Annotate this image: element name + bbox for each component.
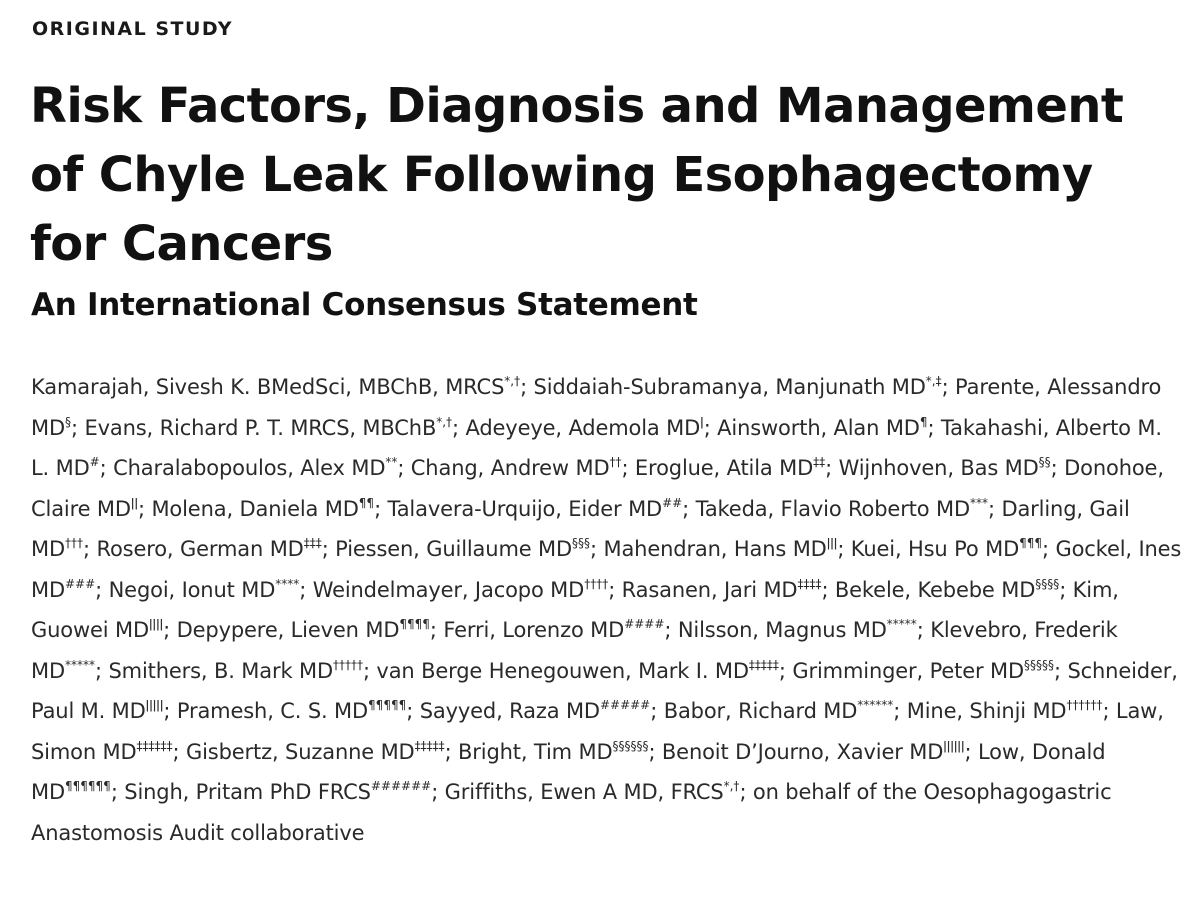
affiliation-marker: ¶¶¶¶¶: [368, 698, 407, 712]
affiliation-marker: ¶¶: [358, 495, 375, 510]
affiliation-marker: ‡‡‡: [303, 536, 322, 550]
author: Wijnhoven, Bas MD§§;: [838, 455, 1065, 480]
author: Bright, Tim MD§§§§§§;: [458, 738, 662, 764]
author: Siddaiah-Subramanya, Manjunath MD*,‡;: [533, 374, 956, 399]
affiliation-marker: ‡‡‡‡: [797, 576, 822, 591]
affiliation-marker: ǀǀǀ: [826, 536, 838, 550]
affiliation-marker: §§§: [572, 536, 591, 550]
affiliation-marker: ††††: [584, 576, 609, 591]
affiliation-marker: ǀǀǀǀǀǀ: [943, 738, 965, 753]
affiliation-marker: ¶¶¶: [1019, 536, 1043, 550]
affiliation-marker: §§§§§§: [612, 738, 649, 753]
author: Rosero, German MD‡‡‡;: [96, 536, 336, 561]
author: Talavera-Urquijo, Eider MD##;: [387, 495, 696, 521]
affiliation-marker: ‡‡: [813, 455, 826, 469]
affiliation-marker: ‡‡‡‡‡‡: [136, 738, 173, 753]
author: Law, Simon MD‡‡‡‡‡‡;: [31, 699, 1164, 764]
affiliation-marker: ******: [857, 698, 894, 712]
collaborative-statement: on behalf of the Oesophagogastric Anastomosis Audit collaborative: [31, 780, 1112, 845]
affiliation-marker: §: [65, 414, 71, 429]
author: Donohoe, Claire $MD^{ǀǀ}$;: [31, 456, 1164, 521]
author-list: [31, 367, 1183, 853]
affiliation-marker: §§§§: [1035, 576, 1060, 591]
author: Takeda, Flavio Roberto MD***;: [695, 495, 1002, 521]
affiliation-marker: **: [385, 455, 398, 469]
author: Babor, Richard MD******;: [663, 698, 907, 723]
affiliation-marker: ‡‡‡‡‡: [748, 657, 779, 672]
affiliation-marker: ‡‡‡‡‡: [414, 738, 445, 753]
affiliation-marker: §§: [1038, 455, 1051, 469]
affiliation-marker: *,†: [436, 414, 453, 429]
affiliation-marker: *****: [65, 657, 95, 672]
author: Negoi, Ionut MD****;: [108, 576, 313, 602]
affiliation-marker: ǀ: [700, 414, 704, 429]
author: Bekele, Kebebe MD§§§§;: [834, 576, 1073, 602]
section-label: ORIGINAL STUDY: [32, 18, 234, 40]
author: Depypere, Lieven MD¶¶¶¶;: [176, 617, 444, 642]
affiliation-marker: *,‡: [925, 374, 942, 388]
author: Piessen, Guillaume MD§§§;: [335, 536, 604, 561]
author: Sayyed, Raza MD#####;: [419, 698, 664, 723]
affiliation-marker: ####: [624, 617, 665, 631]
author: Kamarajah, Sivesh K. BMedSci, MBChB, MRCS*,†;: [31, 374, 534, 399]
affiliation-marker: ††: [609, 455, 622, 469]
author: Adeyeye, Ademola $MD^ǀ$;: [465, 414, 718, 440]
affiliation-marker: *,†: [723, 779, 740, 793]
author: Ainsworth, Alan MD¶;: [717, 414, 941, 440]
affiliation-marker: #: [89, 455, 100, 469]
author: van Berge Henegouwen, Mark I. MD‡‡‡‡‡;: [376, 657, 793, 683]
author: Mine, Shinji MD††††††;: [906, 698, 1116, 723]
author: Pramesh, C. S. MD¶¶¶¶¶;: [176, 698, 420, 723]
affiliation-marker: ######: [370, 779, 432, 793]
affiliation-marker: ¶: [919, 414, 928, 429]
author: Gockel, Ines MD###;: [31, 537, 1182, 602]
affiliation-marker: ###: [65, 576, 96, 591]
author: Parente, Alessandro MD§;: [31, 375, 1162, 440]
author: Ferri, Lorenzo MD####;: [443, 617, 678, 642]
author: Klevebro, Frederik MD*****;: [31, 618, 1118, 683]
author: Darling, Gail MD†††;: [31, 496, 1130, 561]
author: Grimminger, Peter MD§§§§§;: [792, 657, 1068, 683]
affiliation-marker: #####: [599, 698, 651, 712]
author: Smithers, B. Mark MD†††††;: [108, 657, 377, 683]
affiliation-marker: ǀǀ: [130, 495, 138, 510]
affiliation-marker: ***: [969, 495, 988, 510]
affiliation-marker: ****: [275, 576, 300, 591]
affiliation-marker: §§§§§: [1023, 657, 1054, 672]
affiliation-marker: ††††††: [1066, 698, 1103, 712]
author: Griffiths, Ewen A MD, FRCS*,†;: [444, 779, 753, 804]
affiliation-marker: †††††: [332, 657, 363, 672]
author: Weindelmayer, Jacopo MD††††;: [312, 576, 622, 602]
affiliation-marker: ¶¶¶¶: [399, 617, 430, 631]
affiliation-marker: *****: [886, 617, 917, 631]
affiliation-marker: ǀǀǀǀǀ: [145, 698, 164, 712]
article-subtitle: An International Consensus Statement: [31, 287, 698, 323]
author: Eroglue, Atila MD‡‡;: [634, 455, 839, 480]
author: Evans, Richard P. T. MRCS, MBChB*,†;: [84, 414, 466, 440]
author: Takahashi, Alberto M. L. MD#;: [31, 415, 1162, 480]
author: Mahendran, Hans $MD^{ǀǀǀ}$;: [603, 536, 851, 561]
author: Rasanen, Jari MD‡‡‡‡;: [621, 576, 835, 602]
article-title: Risk Factors, Diagnosis and Management of Chyle Leak Following Esophagectomy for Cancers: [30, 78, 1124, 272]
affiliation-marker: ¶¶¶¶¶¶: [65, 779, 111, 793]
affiliation-marker: †††: [65, 536, 83, 550]
author: Low, Donald MD¶¶¶¶¶¶;: [31, 739, 1106, 804]
author: Molena, Daniela MD¶¶;: [151, 495, 388, 521]
author: Benoit D’Journo, Xavier $MD^{ǀǀǀǀǀǀ}$;: [661, 738, 978, 764]
affiliation-marker: ##: [662, 495, 683, 510]
author: Charalabopoulos, Alex MD**;: [113, 455, 411, 480]
author: Gisbertz, Suzanne MD‡‡‡‡‡;: [186, 738, 459, 764]
author: Singh, Pritam PhD FRCS######;: [124, 779, 445, 804]
author: Nilsson, Magnus MD*****;: [677, 617, 931, 642]
affiliation-marker: ǀǀǀǀ: [148, 617, 164, 631]
author: Kuei, Hsu Po MD¶¶¶;: [850, 536, 1056, 561]
affiliation-marker: *,†: [504, 374, 521, 388]
author: Kim, Guowei $MD^{ǀǀǀǀ}$;: [31, 577, 1119, 642]
author: Chang, Andrew MD††;: [410, 455, 635, 480]
author: Schneider, Paul M. $MD^{ǀǀǀǀǀ}$;: [31, 658, 1178, 723]
